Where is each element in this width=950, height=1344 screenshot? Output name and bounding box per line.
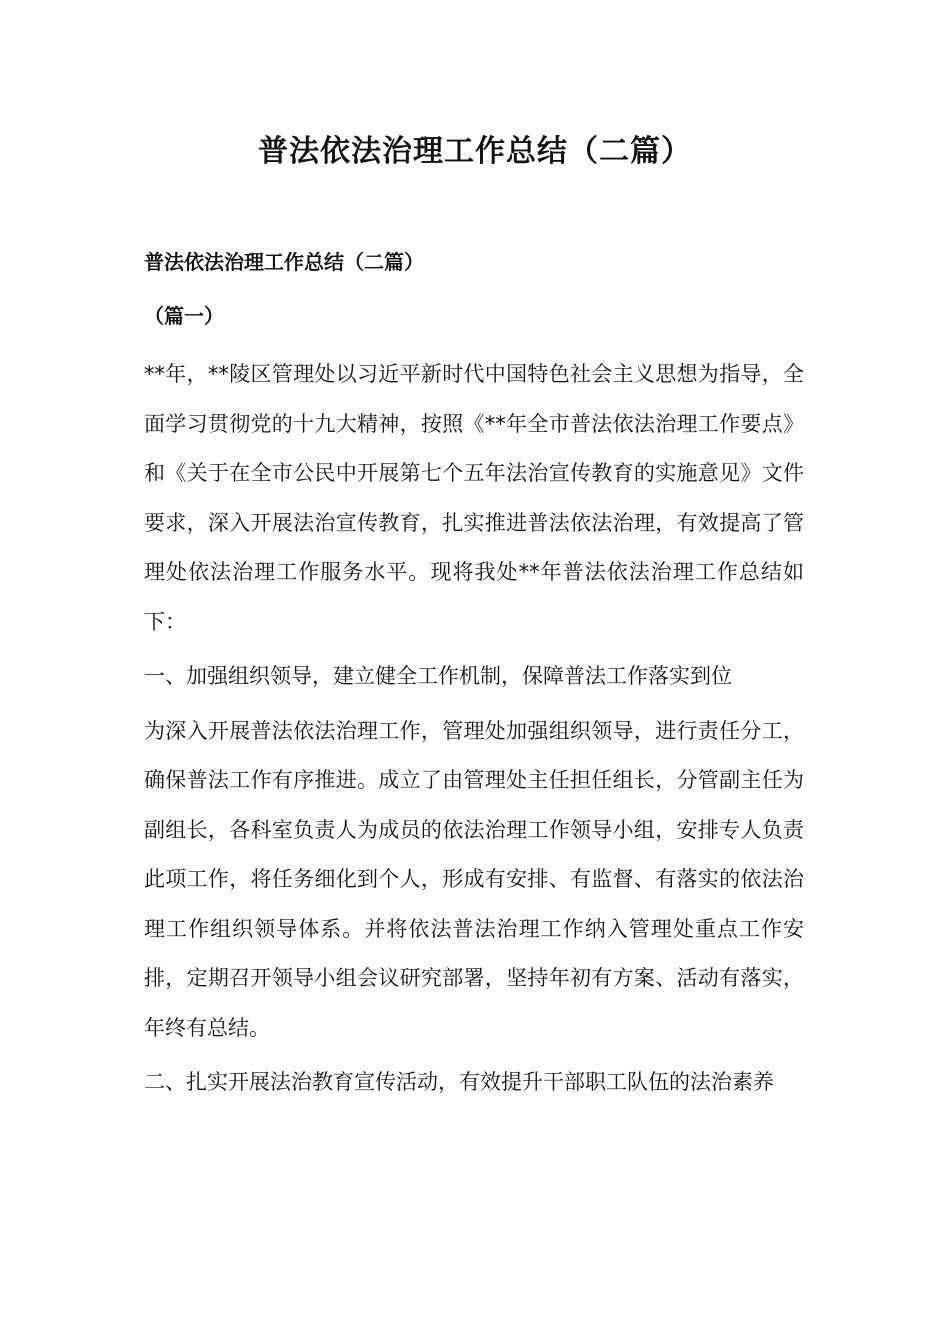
document-body — [144, 244, 804, 1113]
intro-paragraph: **年，**陵区管理处以习近平新时代中国特色社会主义思想为指导，全面学习贯彻党的十九大精神，按照《**年全市普法依法治理工作要点》和《关于在全市公民中开展第七个五年法治宣传教育的实施意见》文件要求，深入开展法治宣传教育，扎实推进普法依法治理，有效提高了管理处依法治理工作服务水平。现将我处**年普法依法治理工作总结如下： — [144, 362, 804, 634]
section-heading-2: 二、扎实开展法治教育宣传活动，有效提升干部职工队伍的法治素养 — [144, 1070, 774, 1094]
document-subtitle: 普法依法治理工作总结（二篇） — [144, 250, 424, 274]
section-1-paragraph: 为深入开展普法依法治理工作，管理处加强组织领导，进行责任分工，确保普法工作有序推进。成立了由管理处主任担任组长，分管副主任为副组长，各科室负责人为成员的依法治理工作领导小组，安排专人负责此项工作，将任务细化到个人，形成有安排、有监督、有落实的依法治理工作组织领导体系。并将依法普法治理工作纳入管理处重点工作安排，定期召开领导小组会议研究部署，坚持年初有方案、活动有落实，年终有总结。 — [144, 718, 804, 1040]
part-label: （篇一） — [144, 304, 224, 328]
document-title: 普法依法治理工作总结（二篇） — [258, 134, 692, 169]
section-heading-1: 一、加强组织领导，建立健全工作机制，保障普法工作落实到位 — [144, 664, 732, 688]
